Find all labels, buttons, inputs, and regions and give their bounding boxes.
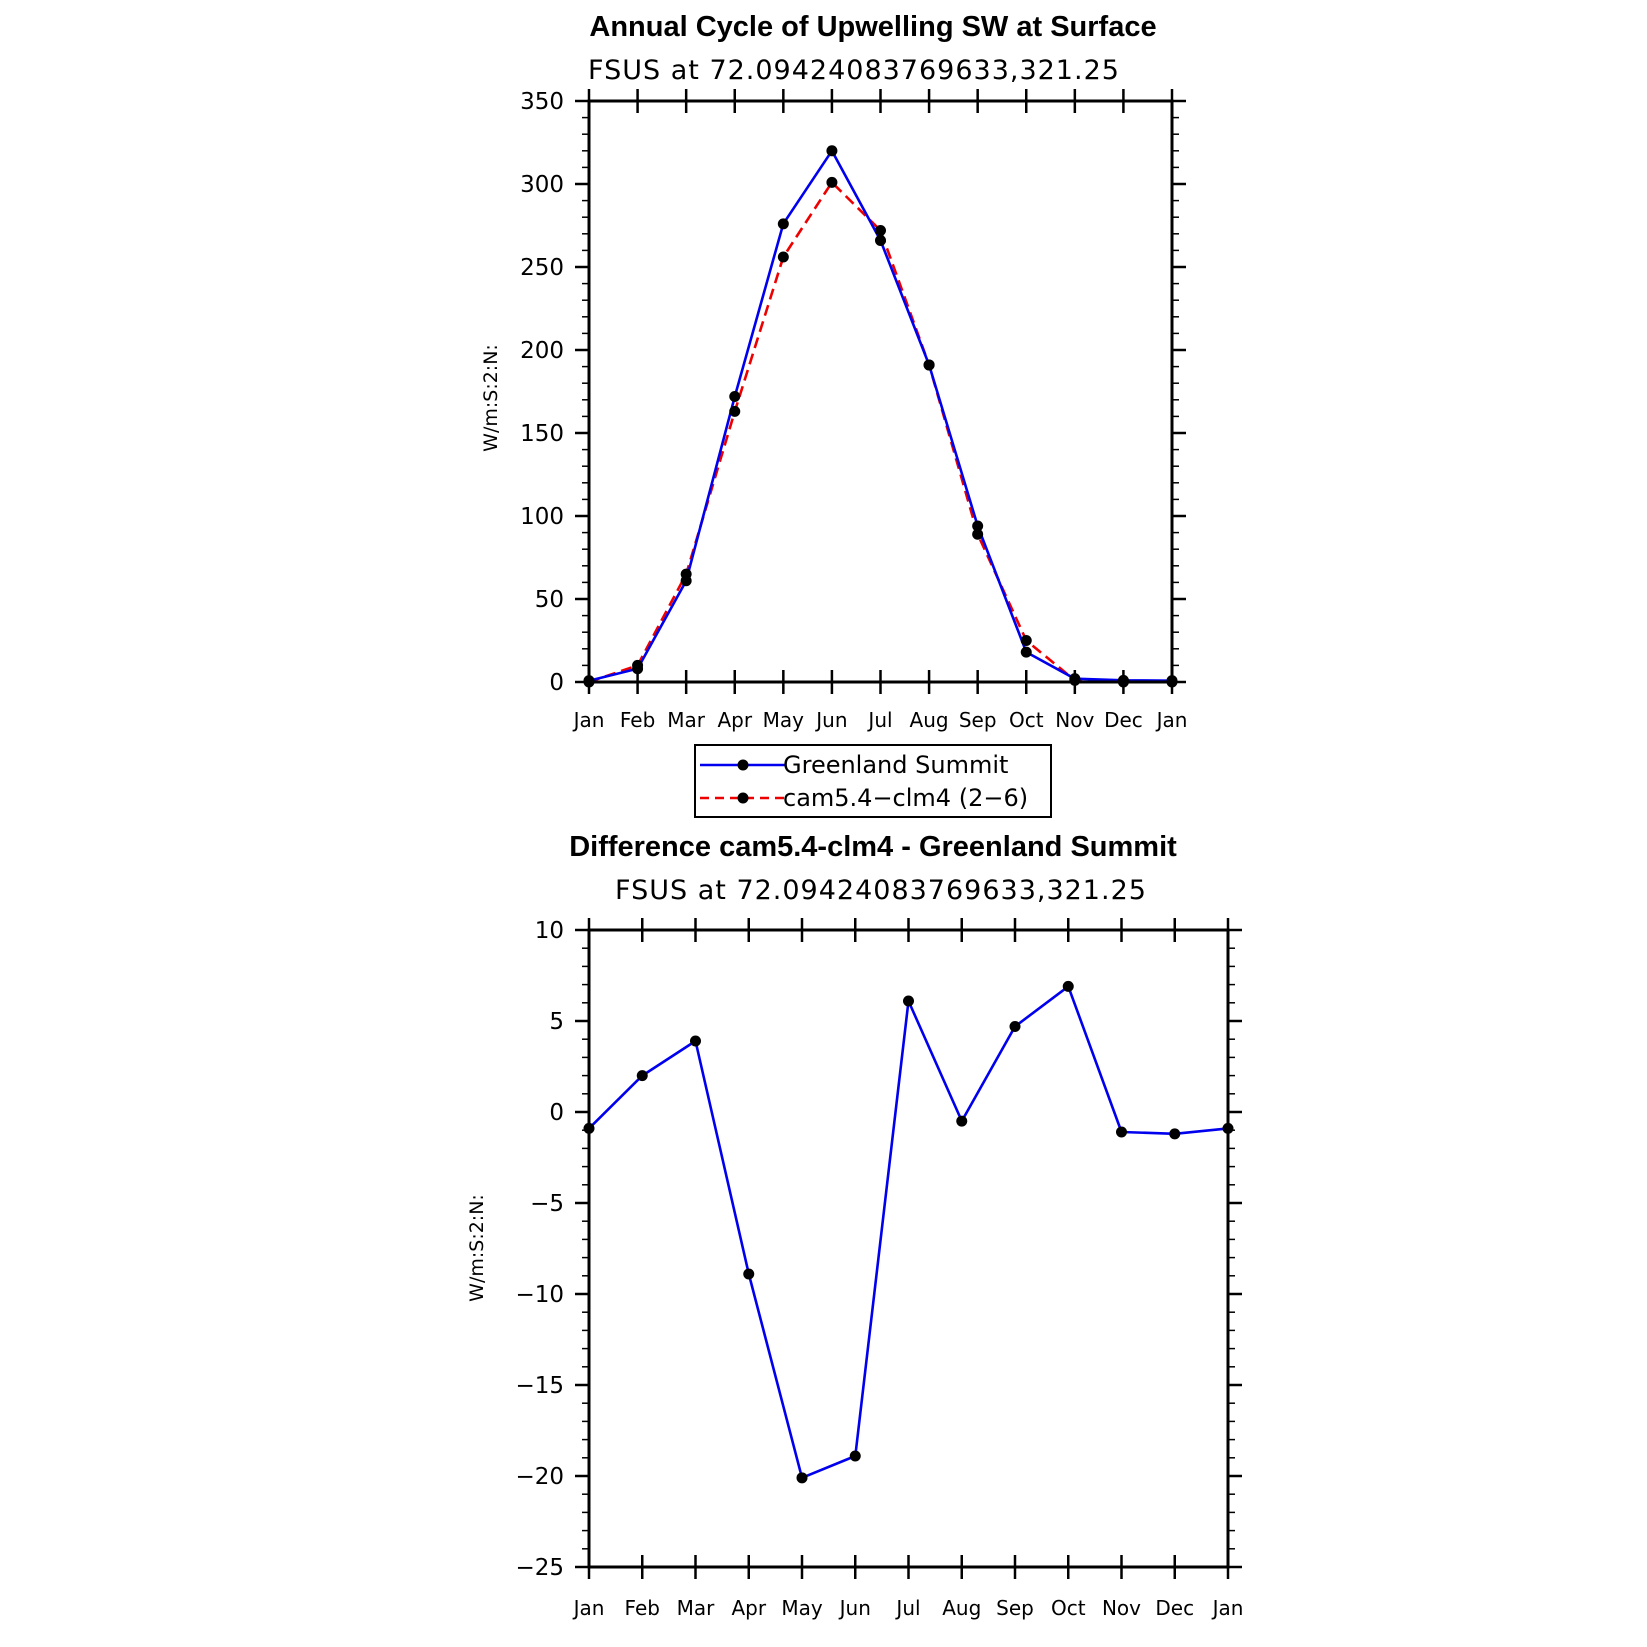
data-point [743, 1268, 754, 1279]
data-point [797, 1472, 808, 1483]
data-point [637, 1070, 648, 1081]
x-tick-label: Mar [676, 1596, 715, 1620]
data-point [632, 660, 643, 671]
y-tick-label: −25 [515, 1555, 564, 1581]
plot-frame [589, 930, 1228, 1567]
x-tick-label: Apr [717, 708, 753, 732]
x-tick-label: Aug [909, 708, 949, 732]
annual-cycle-chart [480, 11, 1187, 732]
data-point [875, 225, 886, 236]
y-tick-label: 100 [520, 504, 564, 530]
x-tick-label: Jun [839, 1596, 871, 1620]
x-tick-label: Jan [1156, 708, 1188, 732]
legend-label-greenland: Greenland Summit [783, 751, 1009, 779]
x-tick-label: Oct [1050, 1596, 1086, 1620]
series-layer [584, 981, 1234, 1483]
data-point [903, 995, 914, 1006]
y-tick-label: −10 [515, 1282, 564, 1308]
x-tick-label: Jul [896, 1596, 921, 1620]
difference-chart [466, 831, 1243, 1620]
tick-labels [515, 918, 1243, 1620]
x-tick-label: Dec [1155, 1596, 1195, 1620]
x-tick-label: Jul [868, 708, 893, 732]
data-point [826, 145, 837, 156]
chart-title: Difference cam5.4-clm4 - Greenland Summit [569, 831, 1177, 863]
x-tick-label: Nov [1101, 1596, 1142, 1620]
x-tick-label: Jan [1212, 1596, 1244, 1620]
data-point [1010, 1021, 1021, 1032]
data-point [850, 1450, 861, 1461]
x-tick-label: Jun [816, 708, 848, 732]
x-tick-label: May [762, 708, 805, 732]
data-point [1169, 1128, 1180, 1139]
data-point [1021, 647, 1032, 658]
y-tick-label: 150 [520, 421, 564, 447]
data-point [1069, 675, 1080, 686]
plot-frame [589, 101, 1172, 682]
y-axis-label: W/m:S:2:N: [466, 1194, 488, 1302]
tick-labels [520, 89, 1187, 732]
data-point [826, 177, 837, 188]
x-tick-label: Jan [573, 1596, 605, 1620]
x-tick-label: Feb [619, 708, 656, 732]
x-tick-label: Mar [667, 708, 706, 732]
data-point [875, 235, 886, 246]
data-point [972, 529, 983, 540]
y-tick-label: 200 [520, 338, 564, 364]
chart-subtitle: FSUS at 72.09424083769633,321.25 [615, 875, 1147, 906]
x-tick-label: Oct [1008, 708, 1044, 732]
data-point [729, 406, 740, 417]
series-line-0 [589, 986, 1228, 1477]
data-point [924, 359, 935, 370]
y-tick-label: 50 [534, 587, 564, 613]
y-tick-label: 300 [520, 172, 564, 198]
x-tick-label: Apr [731, 1596, 767, 1620]
chart-title: Annual Cycle of Upwelling SW at Surface [589, 11, 1157, 43]
data-point [729, 391, 740, 402]
x-tick-label: Sep [958, 708, 997, 732]
y-tick-label: −5 [530, 1191, 564, 1217]
y-tick-label: 250 [520, 255, 564, 281]
data-point [778, 218, 789, 229]
data-point [1063, 981, 1074, 992]
y-tick-label: −15 [515, 1373, 564, 1399]
x-tick-label: May [781, 1596, 823, 1620]
y-tick-label: −20 [515, 1464, 564, 1490]
y-tick-label: 5 [549, 1009, 564, 1035]
y-tick-label: 0 [549, 1100, 564, 1126]
legend [695, 745, 1051, 817]
x-tick-label: Jan [573, 708, 605, 732]
data-point [956, 1116, 967, 1127]
data-point [690, 1036, 701, 1047]
legend-marker-greenland [738, 760, 749, 771]
x-tick-label: Feb [624, 1596, 660, 1620]
y-tick-label: 0 [549, 670, 564, 696]
x-tick-label: Sep [996, 1596, 1034, 1620]
axis-ticks [575, 89, 1186, 694]
y-tick-label: 350 [520, 89, 564, 115]
x-tick-label: Aug [942, 1596, 982, 1620]
data-point [1116, 1127, 1127, 1138]
legend-marker-cam [738, 793, 749, 804]
legend-label-cam: cam5.4−clm4 (2−6) [783, 784, 1029, 812]
y-axis-label: W/m:S:2:N: [480, 344, 502, 452]
y-tick-label: 10 [534, 918, 564, 944]
series-line-1 [589, 182, 1172, 682]
data-point [778, 252, 789, 263]
x-tick-label: Dec [1104, 708, 1143, 732]
axis-ticks [575, 918, 1242, 1579]
chart-subtitle: FSUS at 72.09424083769633,321.25 [588, 55, 1120, 86]
series-layer [584, 145, 1178, 687]
x-tick-label: Nov [1055, 708, 1095, 732]
data-point [1021, 635, 1032, 646]
data-point [681, 569, 692, 580]
